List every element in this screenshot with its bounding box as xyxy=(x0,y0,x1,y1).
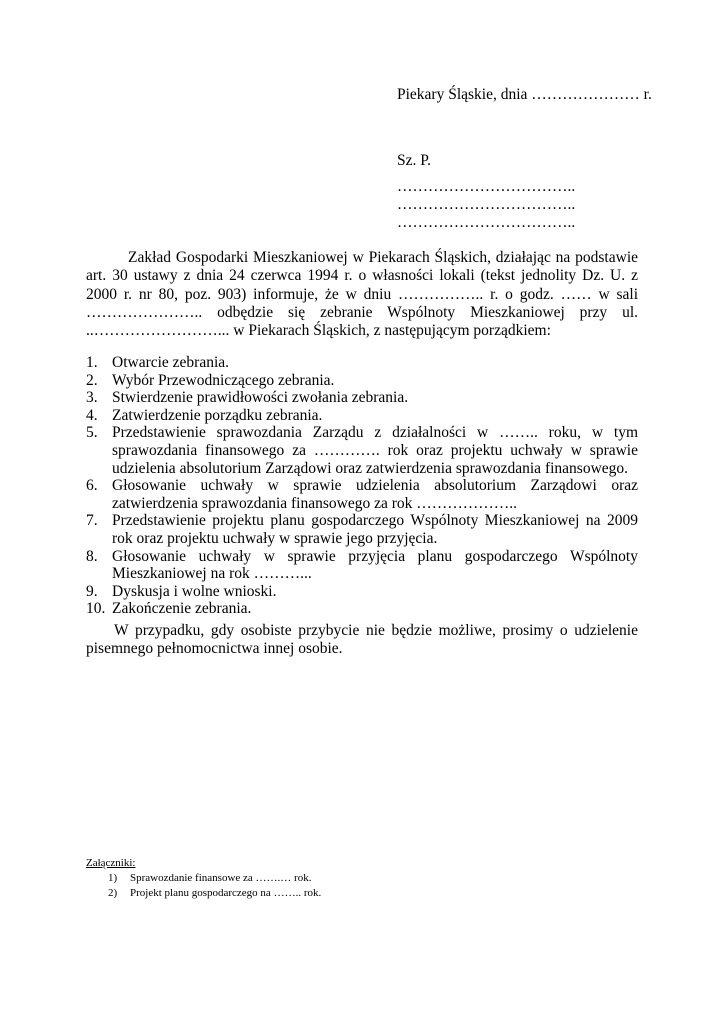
agenda-item-text: Otwarcie zebrania. xyxy=(112,354,230,371)
agenda-item-number: 2. xyxy=(86,371,98,389)
agenda-item xyxy=(86,600,638,618)
closing-paragraph: W przypadku, gdy osobiste przybycie nie będzie możliwe, prosimy o udzielenie pisemnego pełnomocnictwa innej osobie. xyxy=(86,622,638,658)
agenda-item-number: 5. xyxy=(86,424,98,442)
agenda-item-text: Stwierdzenie prawidłowości zwołania zebrania. xyxy=(112,389,409,407)
agenda-item-text: Dyskusja i wolne wnioski. xyxy=(112,582,277,600)
agenda-item-number: 3. xyxy=(86,389,98,407)
agenda-item-number: 10. xyxy=(86,600,106,618)
place-date: Piekary Śląskie, dnia ………………… r. xyxy=(397,86,652,103)
agenda-item-text: Przedstawienie projektu planu gospodarczego Wspólnoty Mieszkaniowej na 2009 rok oraz projektu uchwały w sprawie jego przyjęcia. xyxy=(112,512,638,547)
agenda-item-text: Zakończenie zebrania. xyxy=(112,600,252,618)
agenda-item-text: Zatwierdzenie porządku zebrania. xyxy=(112,406,323,424)
agenda-item-number: 1. xyxy=(86,354,98,371)
agenda-item-text: Głosowanie uchwały w sprawie udzielenia absolutorium Zarządowi oraz zatwierdzenia sprawozdania finansowego za rok ……………….. xyxy=(112,477,638,512)
attachment-item-number: 2) xyxy=(108,887,118,899)
attachment-item xyxy=(86,886,321,901)
attachment-item xyxy=(86,871,321,886)
attachments-section xyxy=(86,856,321,901)
agenda-item-number: 6. xyxy=(86,477,98,495)
agenda-item-number: 8. xyxy=(86,547,98,565)
attachments-list xyxy=(86,871,321,901)
attachment-item-text: Projekt planu gospodarczego na …….. rok. xyxy=(130,887,322,899)
recipient-line: …………………………….. xyxy=(397,178,576,195)
agenda-item-text: Głosowanie uchwały w sprawie przyjęcia planu gospodarczego Wspólnoty Mieszkaniowej na rok ………... xyxy=(112,547,638,583)
agenda-item-number: 9. xyxy=(86,582,98,600)
agenda-item xyxy=(86,354,638,372)
agenda-item xyxy=(86,512,638,547)
agenda-item-text: Przedstawienie sprawozdania Zarządu z działalności w …….. roku, w tym sprawozdania finansowego za …………. rok oraz projektu uchwały w sprawie udzielenia absolutorium Zarządowi oraz zatwierdzenia sprawozdania finansowego. xyxy=(112,424,638,477)
attachments-title: Załączniki: xyxy=(86,857,136,869)
agenda-item xyxy=(86,548,638,583)
recipient-line: …………………………….. xyxy=(397,214,576,231)
agenda-item xyxy=(86,407,638,425)
agenda-item xyxy=(86,424,638,477)
agenda-item xyxy=(86,477,638,512)
agenda-item-number: 7. xyxy=(86,512,98,530)
recipient-block xyxy=(397,152,575,232)
recipient-salutation: Sz. P. xyxy=(397,152,432,169)
agenda-item-number: 4. xyxy=(86,406,98,424)
agenda-item-text: Wybór Przewodniczącego zebrania. xyxy=(112,371,335,389)
agenda-item xyxy=(86,583,638,601)
attachment-item-text: Sprawozdanie finansowe za …….… rok. xyxy=(130,872,312,884)
attachment-item-number: 1) xyxy=(108,872,118,884)
agenda-item xyxy=(86,372,638,390)
agenda-list xyxy=(86,354,638,618)
intro-paragraph: Zakład Gospodarki Mieszkaniowej w Piekarach Śląskich, działając na podstawie art. 30 ustawy z dnia 24 czerwca 1994 r. o własności lokali (tekst jednolity Dz. U. z 2000 r. nr 80, poz. 903) informuje, że w dniu …………….. r. o godz. …… w sali ………………….. odbędzie się zebranie Wspólnoty Mieszkaniowej przy ul. ..……………………... w Piekarach Śląskich, z następującym porządkiem: xyxy=(86,249,638,340)
recipient-line: …………………………….. xyxy=(397,196,576,213)
agenda-item xyxy=(86,389,638,407)
